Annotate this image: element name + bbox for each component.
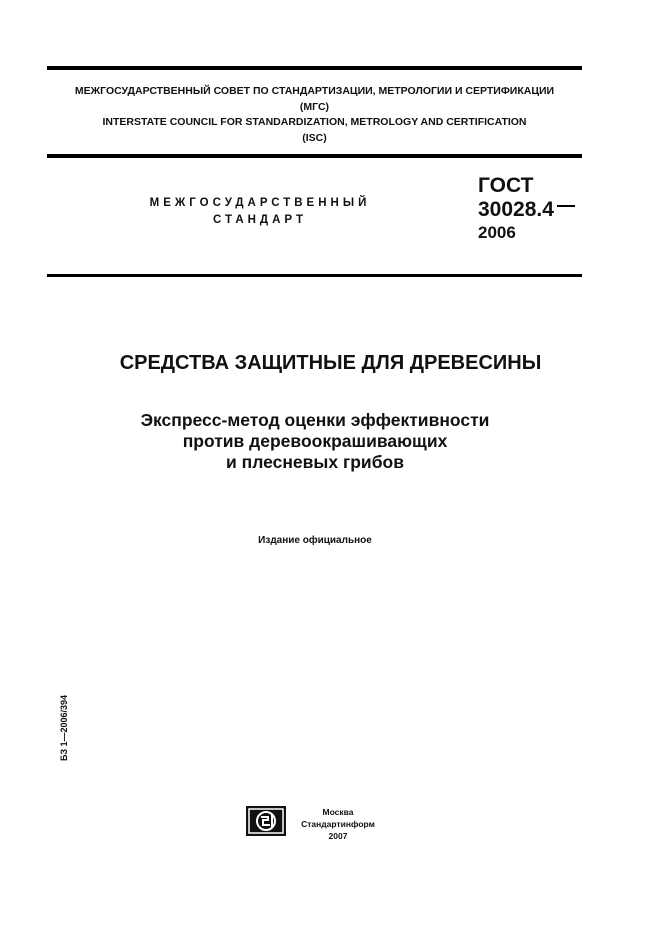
publisher-name: Стандартинформ bbox=[301, 819, 375, 829]
edition-label: Издание официальное bbox=[258, 535, 372, 546]
council-name-ru: МЕЖГОСУДАРСТВЕННЫЙ СОВЕТ ПО СТАНДАРТИЗАЦИИ, МЕТРОЛОГИИ И СЕРТИФИКАЦИИ bbox=[74, 85, 555, 97]
standard-type-line2: СТАНДАРТ bbox=[213, 214, 307, 226]
gost-year: 2006 bbox=[478, 223, 516, 242]
council-rule bbox=[47, 154, 582, 158]
publisher-year: 2007 bbox=[328, 831, 348, 841]
council-abbr-en: (ISC) bbox=[302, 131, 327, 144]
council-name-en: INTERSTATE COUNCIL FOR STANDARDIZATION, METROLOGY AND CERTIFICATION bbox=[102, 116, 527, 128]
subtitle-line3: и плесневых грибов bbox=[226, 452, 404, 472]
subtitle-line2: против деревоокрашивающих bbox=[182, 431, 448, 451]
gost-number: 30028.4 bbox=[478, 198, 554, 221]
gost-prefix: ГОСТ bbox=[478, 174, 534, 197]
publisher-block bbox=[290, 806, 386, 842]
document-title: СРЕДСТВА ЗАЩИТНЫЕ ДЛЯ ДРЕВЕСИНЫ bbox=[119, 352, 542, 374]
gost-dash bbox=[557, 205, 575, 207]
standartinform-logo-icon bbox=[246, 806, 286, 836]
designation-rule bbox=[47, 274, 582, 277]
council-abbr-ru: (МГС) bbox=[299, 100, 330, 113]
gost-number-row bbox=[478, 198, 575, 222]
council-header bbox=[47, 84, 582, 146]
side-code-text: БЗ 1—2006/394 bbox=[59, 694, 69, 762]
subtitle-line1: Экспресс-метод оценки эффективности bbox=[140, 410, 490, 430]
standard-type-line1: МЕЖГОСУДАРСТВЕННЫЙ bbox=[149, 197, 371, 209]
gost-designation bbox=[478, 174, 575, 244]
document-subtitle bbox=[0, 410, 630, 473]
top-rule bbox=[47, 66, 582, 70]
publisher-city: Москва bbox=[322, 807, 354, 817]
